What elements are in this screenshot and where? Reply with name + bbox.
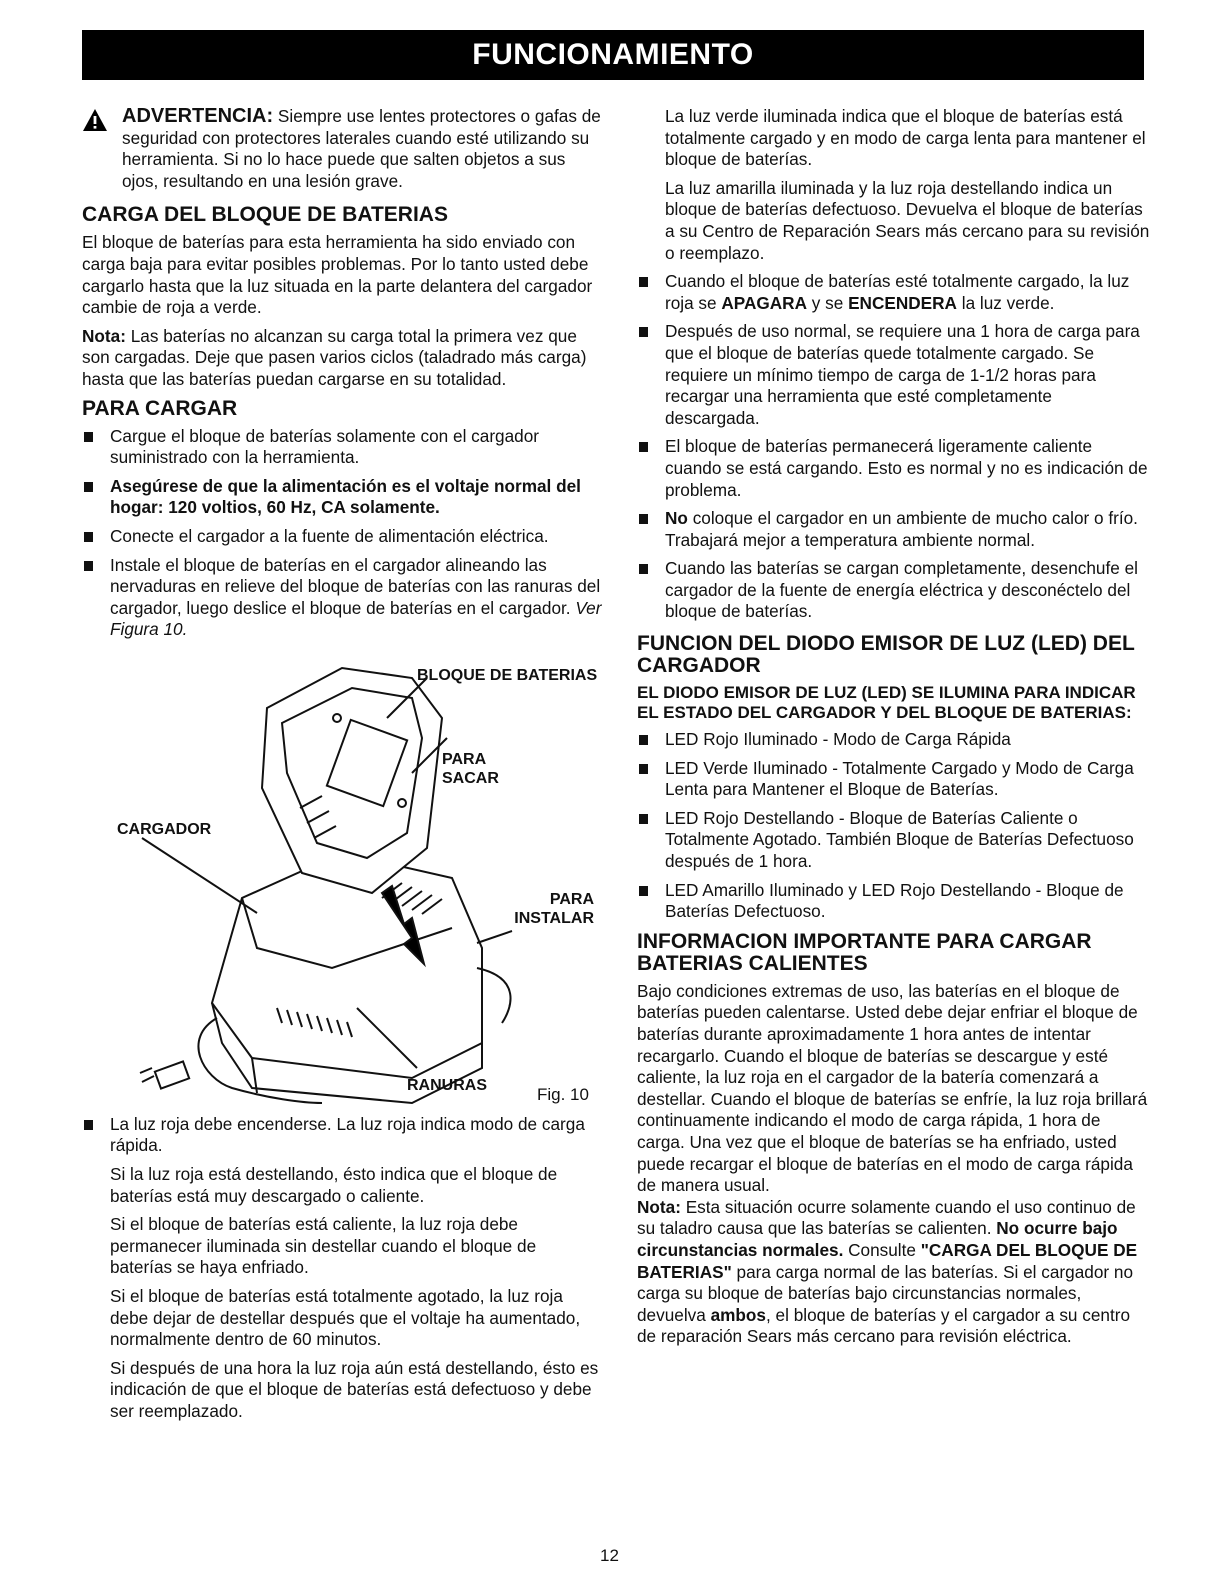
left-column [82,106,602,1430]
list-item-text: Instale el bloque de baterías en el cargador alineando las nervaduras en relieve del bloque de baterías con las ranuras del cargador, luego deslice el bloque de baterías en el cargador. [110,554,601,618]
text: y se [811,292,844,313]
list-item: Después de uso normal, se requiere una 1 hora de carga para que el bloque de baterías quede totalmente cargado. Se requiere un mínimo tiempo de carga de 1-1/2 horas para recargar una herramienta que esté completamente descargada. [637,321,1150,429]
bold-text: ambos [710,1304,766,1325]
carga-intro: El bloque de baterías para esta herramienta ha sido enviado con carga baja para evitar posibles problemas. Por lo tanto usted debe cargarlo hasta que la luz situada en la parte delantera del cargador cambie de roja a verde. [82,232,593,318]
label-para-instalar: PARA INSTALAR [514,890,594,927]
paragraph: Si el bloque de baterías está totalmente agotado, la luz roja debe dejar de destellar después que el voltaje ha aumentado, normalmente dentro de 60 minutos. [110,1286,581,1350]
warning-label: ADVERTENCIA: [122,105,274,127]
list-item: El bloque de baterías permanecerá ligeramente caliente cuando se está cargando. Esto es normal y no es indicación de problema. [637,436,1150,501]
list-item: LED Rojo Iluminado - Modo de Carga Rápida [637,729,1150,751]
label-para-sacar: PARA SACAR [442,750,499,787]
list-item: Asegúrese de que la alimentación es el voltaje normal del hogar: 120 voltios, 60 Hz, CA solamente. [82,476,602,519]
figure-reference: Ver Figura 10. [110,597,602,640]
list-item: La luz roja debe encenderse. La luz roja indica modo de carga rápida. [82,1114,602,1157]
nota-text: Las baterías no alcanzan su carga total la primera vez que son cargadas. Deje que pasen varios ciclos (taladrado más carga) hasta que las baterías puedan cargarse en su totalidad. [82,325,587,389]
text: Esta situación ocurre solamente cuando el uso continuo de su taladro causa que las baterías se calienten. [637,1196,1136,1239]
text: Cuando el bloque de baterías esté totalmente cargado, la luz roja se [665,271,1130,313]
list-item: Conecte el cargador a la fuente de alimentación eléctrica. [82,526,602,548]
led-heading: FUNCION DEL DIODO EMISOR DE LUZ (LED) DEL CARGADOR [637,632,1135,678]
list-item: Cargue el bloque de baterías solamente con el cargador suministrado con la herramienta. [82,426,602,469]
text: para carga normal de las baterías. Si el cargador no carga su bloque de baterías bajo circunstancias normales, devuelva [637,1261,1134,1325]
bold-text: "CARGA DEL BLOQUE DE BATERIAS" [637,1239,1138,1282]
paragraph: La luz verde iluminada indica que el bloque de baterías está totalmente cargado y en modo de carga lenta para mantener el bloque de baterías. [665,106,1146,170]
warning-text: Siempre use lentes protectores o gafas de seguridad con protectores laterales cuando esté utilizando su herramienta. Si no lo hace puede que salten objetos a sus ojos, resultando en una lesión grave. [122,106,601,191]
warning-block [82,106,602,192]
text: la luz verde. [961,292,1055,313]
page-number: 12 [600,1546,619,1565]
calientes-nota [637,1197,1150,1348]
bold-text: No ocurre bajo circunstancias normales. [637,1218,1118,1260]
nota-label: Nota: [637,1196,681,1217]
led-subheading: EL DIODO EMISOR DE LUZ (LED) SE ILUMINA PARA INDICAR EL ESTADO DEL CARGADOR Y DEL BLOQUE DE BATERIAS: [637,683,1136,723]
paragraph: Si después de una hora la luz roja aún está destellando, ésto es indicación de que el bloque de baterías está defectuoso y debe ser reemplazado. [110,1357,599,1421]
list-item [637,271,1150,314]
warning-triangle-icon [82,108,108,132]
charger-illustration [82,648,602,1108]
paragraph: Bajo condiciones extremas de uso, las baterías en el bloque de baterías pueden calentarse. Usted debe dejar enfriar el bloque de baterías durante aproximadamente 1 hora antes de intentar recargarlo. Cuando el bloque de baterías se descargue y esté caliente, la luz roja en el cargador de la batería comenzará a destellar. Cuando el bloque de baterías se enfríe, la luz roja brillará continuamente indicando el modo de carga rápida, 1 hora de carga. Una vez que el bloque de baterías se ha enfriado, usted puede recargar el bloque de baterías en el modo de carga rápida de manera usual. [637,980,1148,1196]
nota-label: Nota: [82,325,126,346]
bold-text: No [665,508,688,529]
list-item: LED Amarillo Iluminado y LED Rojo Destellando - Bloque de Baterías Defectuoso. [637,880,1150,923]
paragraph: Si la luz roja está destellando, ésto indica que el bloque de baterías está muy descargado o caliente. [110,1164,558,1206]
section-banner: FUNCIONAMIENTO [82,30,1144,80]
text: coloque el cargador en un ambiente de mucho calor o frío. Trabajará mejor a temperatura ambiente normal. [665,508,1138,550]
list-item: LED Verde Iluminado - Totalmente Cargado y Modo de Carga Lenta para Mantener el Bloque de Baterías. [637,758,1150,801]
list-item: LED Rojo Destellando - Bloque de Baterías Caliente o Totalmente Agotado. También Bloque de Baterías Defectuoso después de 1 hora. [637,808,1150,873]
bold-text: APAGARA [721,292,807,313]
list-item [82,555,602,641]
carga-nota [82,326,602,391]
right-column [637,106,1150,1355]
text: , el bloque de baterías y el cargador a su centro de reparación Sears más cercano para revisión eléctrica. [637,1304,1131,1347]
label-bloque-baterias: BLOQUE DE BATERIAS [417,666,598,684]
text: Consulte [848,1239,916,1260]
calientes-heading: INFORMACION IMPORTANTE PARA CARGAR BATERIAS CALIENTES [637,929,1092,975]
list-item [637,508,1150,551]
figure-10 [82,648,602,1108]
bold-text: ENCENDERA [848,292,957,313]
label-cargador: CARGADOR [117,820,212,838]
figure-caption: Fig. 10 [537,1084,589,1104]
carga-heading: CARGA DEL BLOQUE DE BATERIAS [82,203,448,227]
label-ranuras: RANURAS [407,1076,487,1094]
paragraph: Si el bloque de baterías está caliente, la luz roja debe permanecer iluminada sin destellar cuando el bloque de baterías se haya enfriado. [110,1214,537,1278]
para-cargar-heading: PARA CARGAR [82,396,238,420]
list-item: Cuando las baterías se cargan completamente, desenchufe el cargador de la fuente de energía eléctrica y desconéctelo del bloque de baterías. [637,558,1150,623]
paragraph: La luz amarilla iluminada y la luz roja destellando indica un bloque de baterías defectuoso. Devuelva el bloque de baterías a su Centro de Reparación Sears más cercano para su revisión o reemplazo. [665,177,1150,263]
